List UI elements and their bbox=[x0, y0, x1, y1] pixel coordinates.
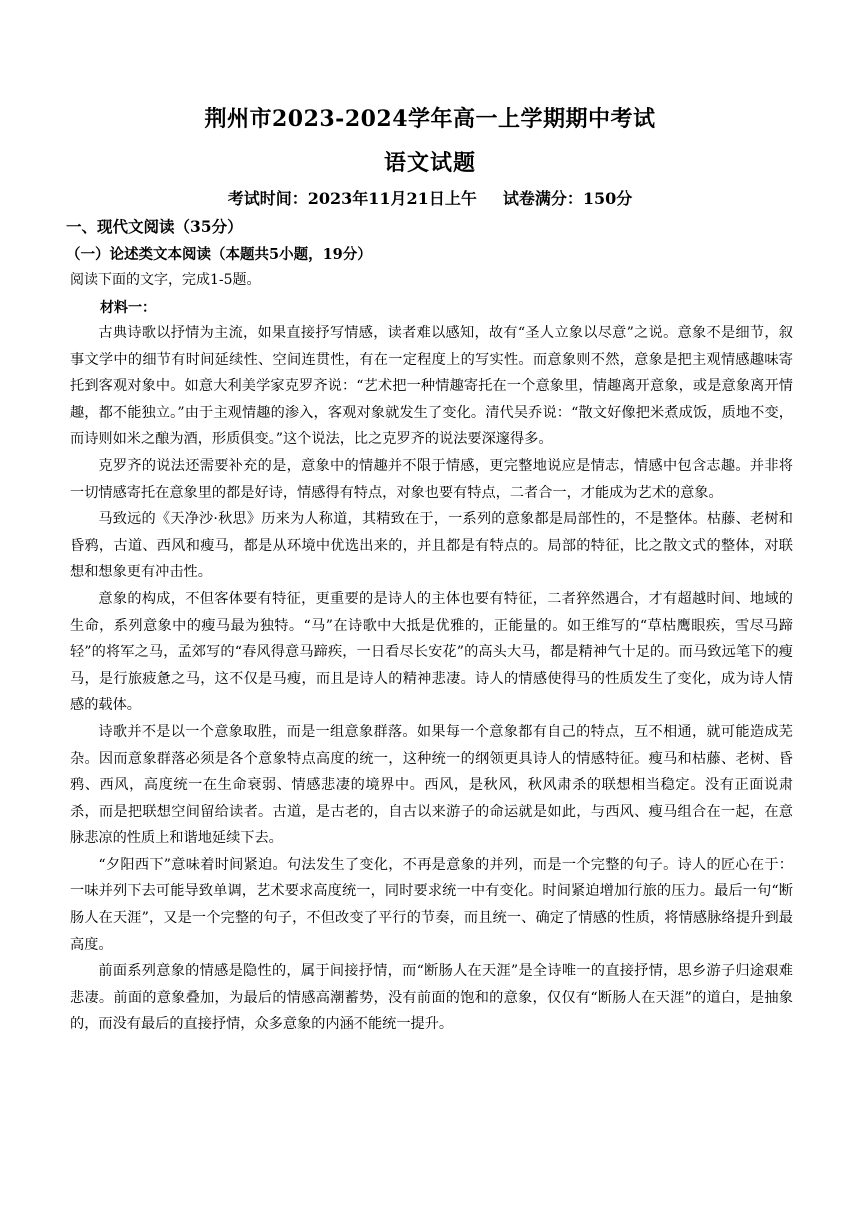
section-subheading: （一）论述类文本阅读（本题共5小题，19分） bbox=[66, 246, 372, 263]
paragraph: “夕阳西下”意味着时间紧迫。句法发生了变化，不再是意象的并列，而是一个完整的句子。诗人的匠心在于：一味并列下去可能导致单调，艺术要求高度统一，同时要求统一中有变化。时间紧迫增加行旅的压力。最后一句“断肠人在天涯”，又是一个完整的句子，不但改变了平行的节奏，而且统一、确定了情感的性质，将情感脉络提升到最高度。 bbox=[70, 856, 793, 953]
exam-title: 荆州市2023-2024学年高一上学期期中考试 bbox=[204, 106, 656, 132]
paragraph: 意象的构成，不但客体要有特征，更重要的是诗人的主体也要有特征，二者猝然遇合，才有超越时间、地域的生命，系列意象中的瘦马最为独特。“马”在诗歌中大抵是优雅的，正能量的。如王维写的“草枯鹰眼疾，雪尽马蹄轻”的将军之马，孟郊写的“春风得意马蹄疾，一日看尽长安花”的高头大马，都是精神气十足的。而马致远笔下的瘦马，是行旅疲惫之马，这不仅是马瘦，而且是诗人的精神悲凄。诗人的情感使得马的性质发生了变化，成为诗人情感的载体。 bbox=[70, 590, 793, 714]
section-heading: 一、现代文阅读（35分） bbox=[66, 217, 243, 236]
article-body bbox=[70, 320, 793, 1038]
paragraph: 马致远的《天净沙·秋思》历来为人称道，其精致在于，一系列的意象都是局部性的，不是整体。枯藤、老树和昏鸦，古道、西风和瘦马，都是从环境中优选出来的，并且都是有特点的。局部的特征，比之散文式的整体，对联想和想象更有冲击性。 bbox=[70, 511, 793, 581]
paragraph: 诗歌并不是以一个意象取胜，而是一组意象群落。如果每一个意象都有自己的特点，互不相通，就可能造成芜杂。因而意象群落必须是各个意象特点高度的统一，这种统一的纲领更具诗人的情感特征。瘦马和枯藤、老树、昏鸦、西风，高度统一在生命衰弱、情感悲凄的境界中。西风，是秋风，秋风肃杀的联想相当稳定。没有正面说肃杀，而是把联想空间留给读者。古道，是古老的，自古以来游子的命运就是如此，与西风、瘦马组合在一起，在意脉悲凉的性质上和谐地延续下去。 bbox=[70, 723, 793, 847]
exam-info bbox=[0, 186, 860, 209]
material-label: 材料一： bbox=[100, 300, 156, 316]
paragraph: 前面系列意象的情感是隐性的，属于间接抒情，而“断肠人在天涯”是全诗唯一的直接抒情，思乡游子归途艰难悲凄。前面的意象叠加，为最后的情感高潮蓄势，没有前面的饱和的意象，仅仅有“断肠人在天涯”的道白，是抽象的，而没有最后的直接抒情，众多意象的内涵不能统一提升。 bbox=[70, 963, 793, 1033]
paragraph: 克罗齐的说法还需要补充的是，意象中的情趣并不限于情感，更完整地说应是情志，情感中包含志趣。并非将一切情感寄托在意象里的都是好诗，情感得有特点，对象也要有特点，二者合一，才能成为艺术的意象。 bbox=[70, 457, 793, 501]
exam-time: 考试时间：2023年11月21日上午 bbox=[227, 189, 477, 208]
full-score: 试卷满分：150分 bbox=[502, 189, 633, 208]
instruction-text: 阅读下面的文字，完成1-5题。 bbox=[70, 272, 261, 288]
subject-title: 语文试题 bbox=[383, 150, 476, 176]
paragraph: 古典诗歌以抒情为主流，如果直接抒写情感，读者难以感知，故有“圣人立象以尽意”之说。意象不是细节，叙事文学中的细节有时间延续性、空间连贯性，有在一定程度上的写实性。而意象则不然，意象是把主观情感趣味寄托到客观对象中。如意大利美学家克罗齐说：“艺术把一种情趣寄托在一个意象里，情趣离开意象，或是意象离开情趣，都不能独立。”由于主观情趣的渗入，客观对象就发生了变化。清代吴乔说：“散文好像把米煮成饭，质地不变，而诗则如米之酿为酒，形质俱变。”这个说法，比之克罗齐的说法要深邃得多。 bbox=[70, 325, 793, 448]
